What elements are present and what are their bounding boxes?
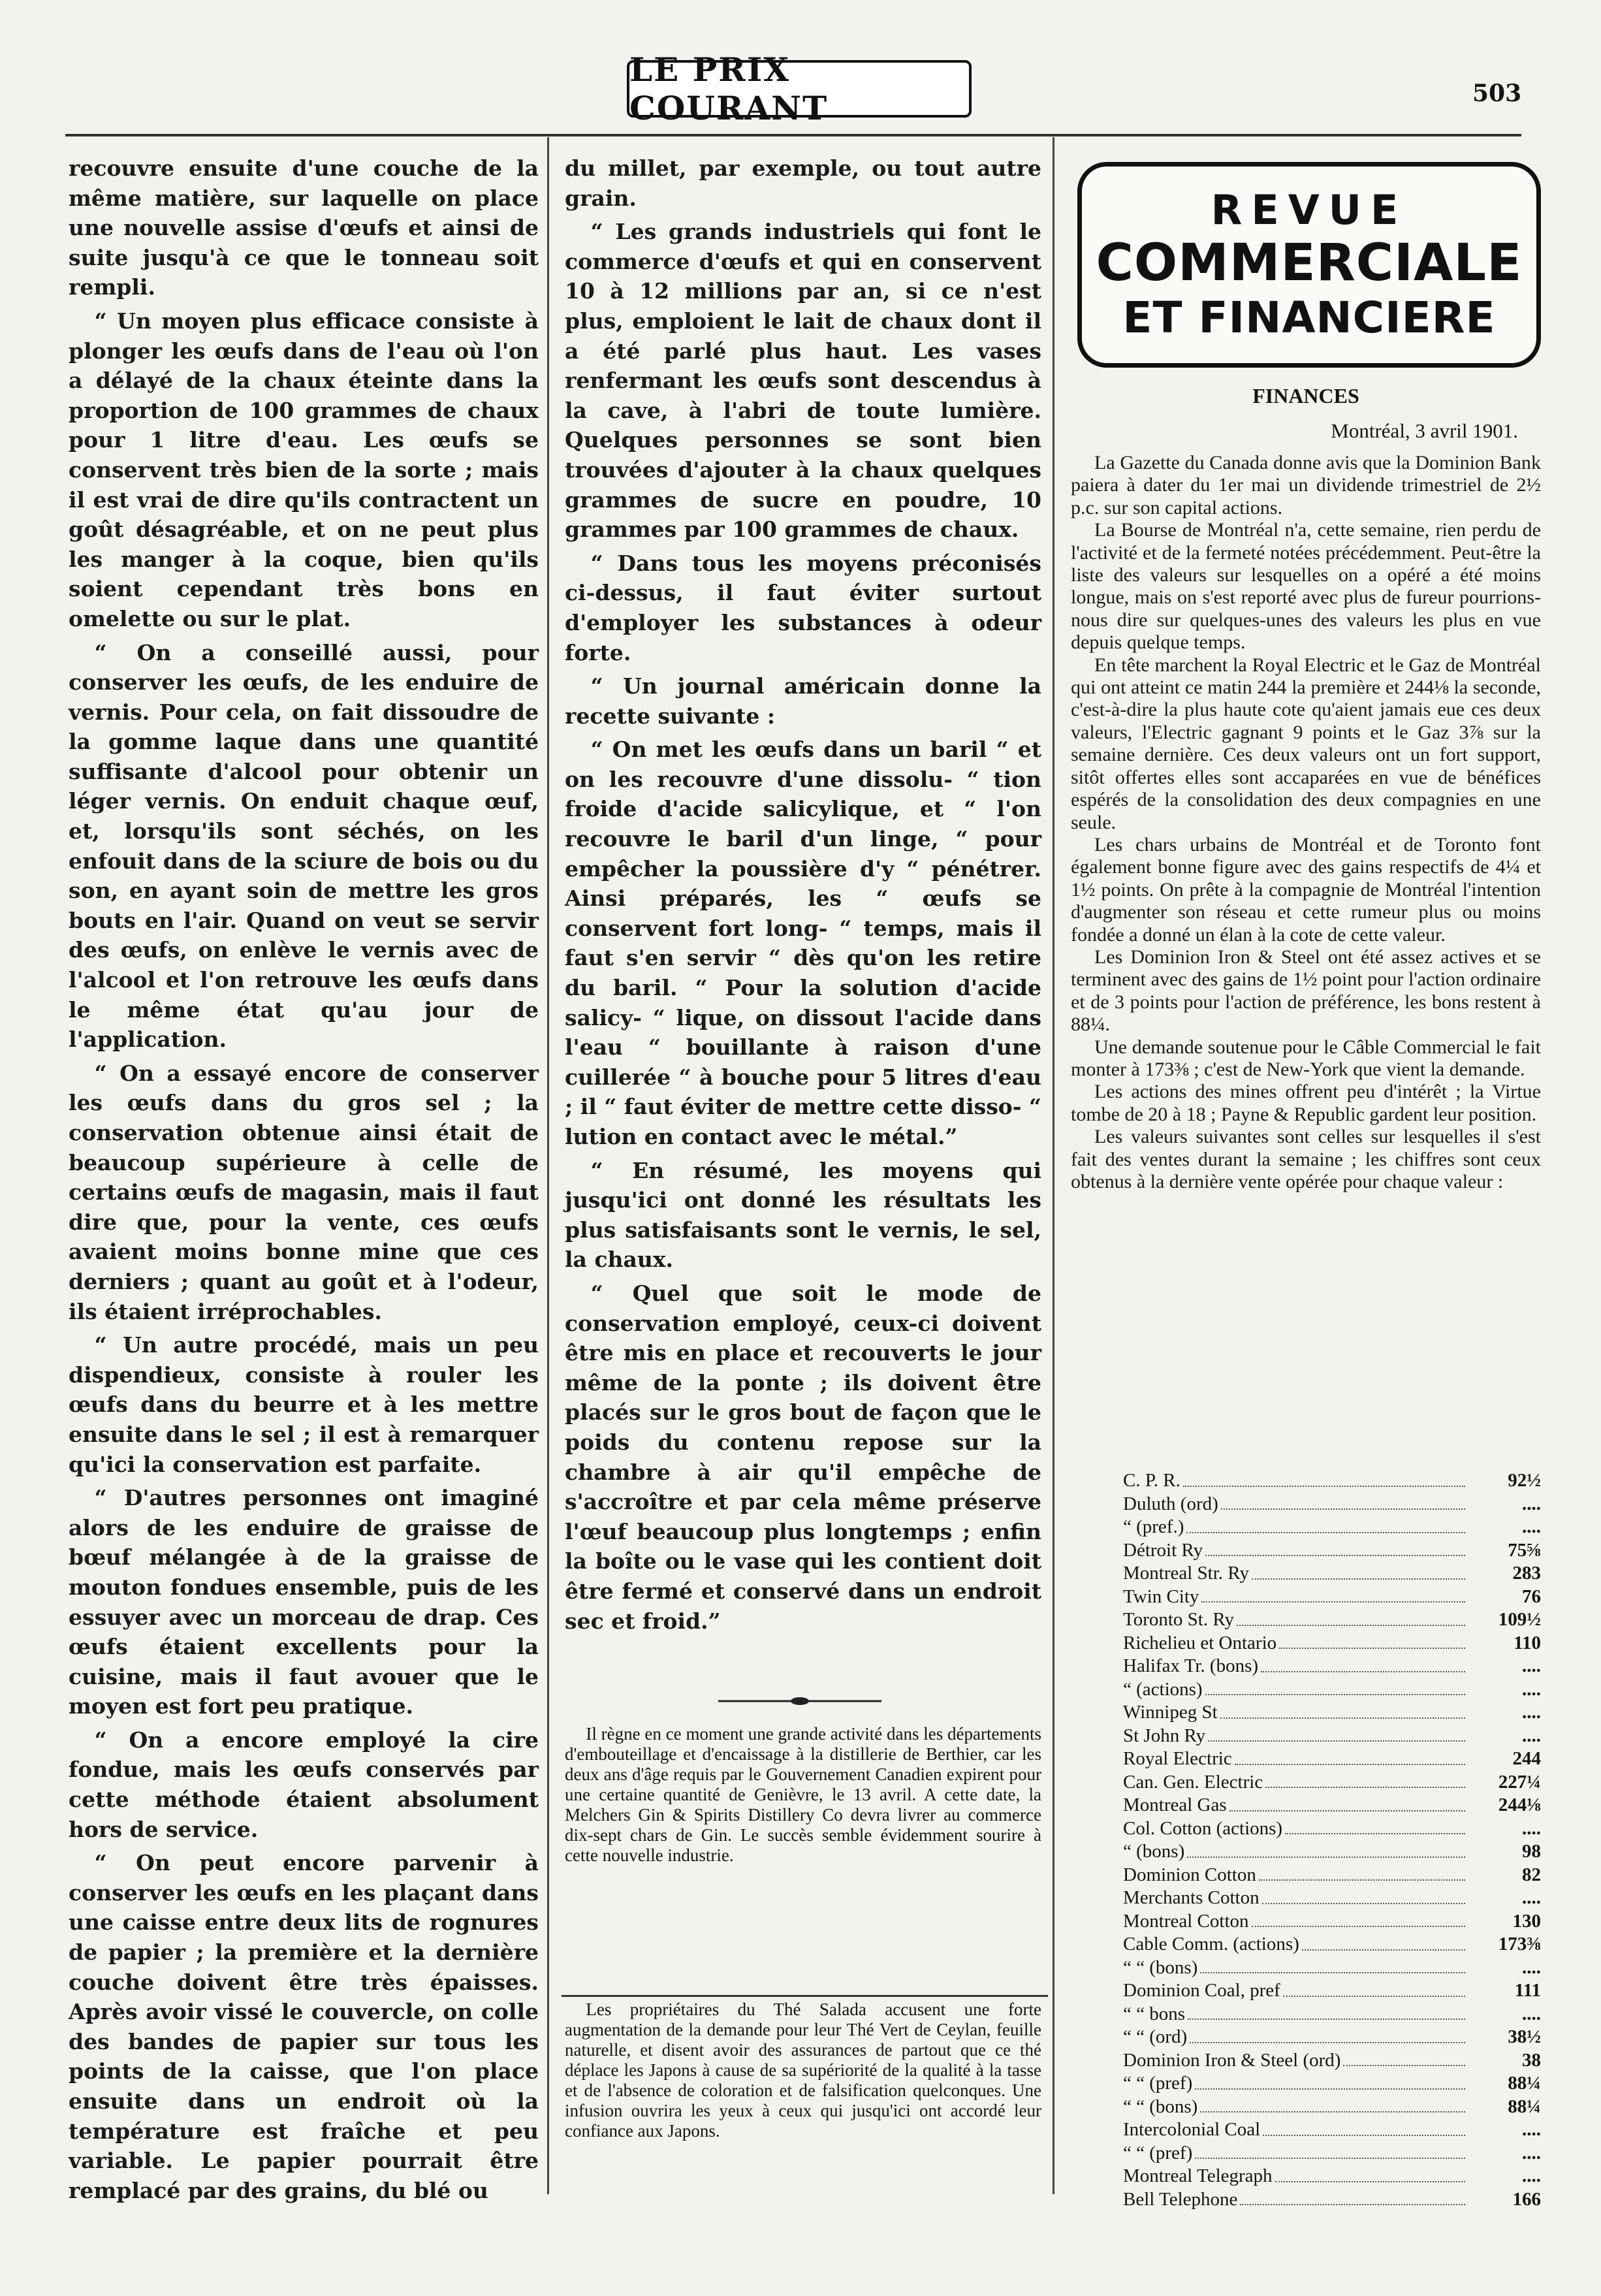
stock-value: ....	[1522, 1702, 1541, 1723]
leader-dots	[1261, 1655, 1465, 1672]
leader-dots	[1275, 2165, 1465, 2182]
leader-dots	[1195, 2142, 1465, 2160]
stock-value: 283	[1512, 1563, 1541, 1584]
stock-row	[1123, 1979, 1541, 2003]
leader-dots	[1265, 1771, 1465, 1789]
stock-value: 88¼	[1508, 2073, 1541, 2094]
revue-title-line1: REVUE	[1211, 185, 1408, 234]
leader-dots	[1302, 1933, 1465, 1951]
stock-name: “ (pref.)	[1123, 1516, 1184, 1537]
stock-name: Toronto St. Ry	[1123, 1609, 1235, 1630]
stock-name: “ “ (pref)	[1123, 2073, 1193, 2094]
stock-row	[1123, 1539, 1541, 1563]
stock-name: “ “ bons	[1123, 2003, 1186, 2024]
stock-row	[1123, 1586, 1541, 1609]
article-paragraph: “ D'autres personnes ont imaginé alors de les enduire de graisse de bœuf mélangée à de la graisse de mouton fondues ensemble, puis de les essuyer avec un morceau de drap. Ces œufs étaient excellents pour la cuisine, mais il faut avouer que le moyen est fort peu pratique.	[69, 1485, 539, 1719]
stock-value: 76	[1522, 1586, 1541, 1607]
stock-value: 38	[1522, 2049, 1541, 2071]
leader-dots	[1252, 1910, 1465, 1928]
revue-title-line2: COMMERCIALE	[1096, 233, 1523, 293]
masthead-logo: LE PRIX COURANT	[627, 60, 972, 118]
stock-value: 173⅜	[1498, 1934, 1541, 1954]
leader-dots	[1195, 2072, 1465, 2090]
article-paragraph: “ Dans tous les moyens préconisés ci-dessus, il faut éviter surtout d'employer les substances à odeur forte.	[565, 550, 1041, 665]
stock-name: St John Ry	[1123, 1725, 1206, 1746]
stock-value: ....	[1522, 2119, 1541, 2140]
stock-value: ....	[1522, 1493, 1541, 1514]
leader-dots	[1235, 1747, 1465, 1765]
stock-value: 244	[1512, 1748, 1541, 1769]
stock-row	[1123, 1655, 1541, 1678]
column-divider-2	[1053, 137, 1054, 2194]
article-column-1	[69, 153, 539, 2205]
leader-dots	[1200, 2096, 1465, 2113]
stock-row	[1123, 1678, 1541, 1702]
stock-row	[1123, 1701, 1541, 1725]
stock-row	[1123, 1956, 1541, 1980]
stock-name: “ “ (pref)	[1123, 2142, 1193, 2163]
stock-name: Détroit Ry	[1123, 1539, 1203, 1561]
header-rule	[65, 134, 1521, 136]
leader-dots	[1186, 1516, 1465, 1533]
stock-name: “ “ (bons)	[1123, 1956, 1198, 1978]
finances-paragraph: Les valeurs suivantes sont celles sur lesquelles il s'est fait des ventes durant la semaine ; les chiffres sont ceux obtenus à la dernière vente opérée pour chaque valeur :	[1071, 1126, 1541, 1192]
notice-berthier: Il règne en ce moment une grande activité dans les départements d'embouteillage et d'encaissage à la distillerie de Berthier, car les deux ans d'âge requis par le Gouvernement Canadien expirent pour une certaine quantité de Genièvre, le 13 avril. A cette date, la Melchers Gin & Spirits Distillery Co devra livrer au commerce dix-sept chars de Gin. Le succès semble évidemment sourire à cette nouvelle industrie.	[565, 1724, 1041, 1865]
stock-name: Montreal Cotton	[1123, 1910, 1249, 1932]
stock-value: ....	[1522, 1678, 1541, 1700]
stock-name: Winnipeg St	[1123, 1702, 1218, 1723]
stock-row	[1123, 1840, 1541, 1864]
article-column-2	[565, 153, 1041, 1636]
stock-row	[1123, 1817, 1541, 1841]
finances-paragraph: La Bourse de Montréal n'a, cette semaine, rien perdu de l'activité et de la fermeté notées précédemment. Peut-être la liste des valeurs sur lesquelles on a opéré a été moins longue, mais on s'est reporté avec plus de fureur pourrions-nous dire sur quelques-unes des valeurs les plus en vue depuis quelque temps.	[1071, 519, 1541, 654]
stock-quotes-table	[1123, 1469, 1541, 2211]
finances-paragraph: Les actions des mines offrent peu d'intérêt ; la Virtue tombe de 20 à 18 ; Payne & Republic gardent leur position.	[1071, 1081, 1541, 1125]
stock-value: ....	[1522, 1725, 1541, 1746]
stock-name: Montreal Str. Ry	[1123, 1563, 1249, 1584]
page-number: 503	[1472, 80, 1522, 107]
stock-name: Montreal Telegraph	[1123, 2165, 1273, 2186]
finances-paragraph: Les Dominion Iron & Steel ont été assez actives et se terminent avec des gains de 1½ point pour l'action ordinaire et de 3 points pour l'action de préférence, les bons restent à 88¼.	[1071, 946, 1541, 1036]
stock-name: C. P. R.	[1123, 1470, 1181, 1491]
leader-dots	[1187, 1840, 1465, 1858]
leader-dots	[1240, 2188, 1465, 2206]
stock-value: 92½	[1508, 1470, 1541, 1491]
stock-name: Twin City	[1123, 1586, 1199, 1607]
stock-value: ....	[1522, 1817, 1541, 1839]
article-paragraph: “ Quel que soit le mode de conservation employé, ceux-ci doivent être mis en place et recouverts le jour même de la ponte ; ils doivent être placés sur le gros bout de façon que le poids du contenu repose sur la chambre à air qu'il empêche de s'accroître et par cela même préserve l'œuf beaucoup plus longtemps ; enfin la boîte ou le vase qui les contient doit être fermé et conservé dans un endroit sec et froid.”	[565, 1280, 1041, 1634]
stock-value: ....	[1522, 1655, 1541, 1676]
stock-value: 109½	[1498, 1609, 1541, 1630]
finances-heading: FINANCES	[1252, 384, 1359, 407]
leader-dots	[1229, 1794, 1465, 1811]
stock-value: 75⅝	[1508, 1539, 1541, 1561]
stock-value: ....	[1522, 2003, 1541, 2024]
stock-value: ....	[1522, 1516, 1541, 1537]
finances-report	[1071, 452, 1541, 1193]
stock-row	[1123, 1887, 1541, 1910]
stock-name: Can. Gen. Electric	[1123, 1771, 1263, 1793]
article-paragraph: “ On met les œufs dans un baril “ et on les recouvre d'une dissolu- “ tion froide d'acide salicylique, et “ l'on recouvre le baril d'un linge, “ pour empêcher la poussière d'y “ pénétrer. Ainsi préparés, les “ œufs se conservent fort long- “ temps, mais il faut s'en servir “ dès qu'on les retire du baril. “ Pour la solution d'acide salicy- “ lique, on dissout l'acide dans l'eau “ bouillante à raison d'une cuillerée “ à bouche pour 5 litres d'eau ; il “ faut éviter de mettre cette disso- “ lution en contact avec le métal.”	[565, 737, 1041, 1149]
stock-value: 227¼	[1498, 1771, 1541, 1793]
leader-dots	[1283, 1979, 1465, 1997]
leader-dots	[1190, 2026, 1465, 2043]
stock-name: “ “ (bons)	[1123, 2096, 1198, 2117]
stock-value: 110	[1514, 1632, 1541, 1653]
stock-row	[1123, 2165, 1541, 2188]
article-paragraph: “ Un autre procédé, mais un peu dispendieux, consiste à rouler les œufs dans du beurre et à les mettre ensuite dans le sel ; il est à remarquer qu'ici la conservation est parfaite.	[69, 1332, 539, 1477]
article-paragraph: recouvre ensuite d'une couche de la même matière, sur laquelle on place une nouvelle assise d'œufs et ainsi de suite jusqu'à ce que le tonneau soit rempli.	[69, 155, 539, 300]
article-paragraph: “ On peut encore parvenir à conserver les œufs en les plaçant dans une caisse entre deux lits de rognures de papier ; la première et la dernière couche doivent être très épaisses. Après avoir vissé le couvercle, on colle des bandes de papier sur tous les points de la caisse, que l'on place ensuite dans un endroit où la température est fraîche et peu variable. Le papier pourrait être remplacé par des grains, du blé ou	[69, 1850, 539, 2203]
stock-name: Halifax Tr. (bons)	[1123, 1655, 1259, 1676]
stock-row	[1123, 1747, 1541, 1771]
stock-value: 88¼	[1508, 2096, 1541, 2117]
stock-row	[1123, 1794, 1541, 1817]
stock-row	[1123, 1493, 1541, 1516]
article-paragraph: “ Un moyen plus efficace consiste à plonger les œufs dans de l'eau où l'on a délayé de la chaux éteinte dans la proportion de 100 grammes de chaux pour 1 litre d'eau. Les œufs se conservent très bien de la sorte ; mais il est vrai de dire qu'ils contractent un goût désagréable, et on ne peut plus les manger à la coque, bien qu'ils soient cependant très bons en omelette ou sur le plat.	[69, 308, 539, 631]
stock-name: Dominion Coal, pref	[1123, 1980, 1280, 2001]
stock-name: Cable Comm. (actions)	[1123, 1934, 1299, 1954]
stock-row	[1123, 1910, 1541, 1934]
leader-dots	[1205, 1678, 1465, 1696]
stock-value: 98	[1522, 1841, 1541, 1862]
stock-value: 38½	[1508, 2026, 1541, 2047]
stock-row	[1123, 1725, 1541, 1748]
leader-dots	[1252, 1562, 1465, 1580]
stock-value: 111	[1514, 1980, 1541, 2001]
leader-dots	[1285, 1817, 1465, 1835]
finances-paragraph: Les chars urbains de Montréal et de Toronto font également bonne figure avec des gains respectifs de 4¼ et 1½ points. On prête à la compagnie de Montréal l'intention d'augmenter son réseau et cette rumeur plus ou moins fondée a donné un élan à la cote de cette valeur.	[1071, 833, 1541, 946]
stock-value: 244⅛	[1498, 1794, 1541, 1815]
stock-name: Royal Electric	[1123, 1748, 1232, 1769]
stock-row	[1123, 2142, 1541, 2165]
stock-row	[1123, 2096, 1541, 2119]
stock-value: ....	[1522, 2165, 1541, 2186]
stock-row	[1123, 2049, 1541, 2073]
stock-row	[1123, 1469, 1541, 1493]
stock-row	[1123, 1933, 1541, 1956]
article-paragraph: “ On a conseillé aussi, pour conserver les œufs, de les enduire de vernis. Pour cela, on fait dissoudre de la gomme laque dans une quantité suffisante d'alcool pour obtenir un léger vernis. On enduit chaque œuf, et, lorsqu'ils sont séchés, on les enfouit dans de la sciure de bois ou du son, en ayant soin de mettre les gros bouts en l'air. Quand on veut se servir des œufs, on enlève le vernis avec de l'alcool et l'on retrouve les œufs dans le même état qu'au jour de l'application.	[69, 639, 539, 1053]
finances-paragraph: Une demande soutenue pour le Câble Commercial le fait monter à 173⅜ ; c'est de New-York que vient la demande.	[1071, 1036, 1541, 1080]
revue-title-line3: ET FINANCIERE	[1122, 292, 1496, 343]
stock-name: Col. Cotton (actions)	[1123, 1817, 1283, 1839]
article-paragraph: du millet, par exemple, ou tout autre grain.	[565, 155, 1041, 211]
stock-name: “ “ (ord)	[1123, 2026, 1188, 2047]
article-paragraph: “ En résumé, les moyens qui jusqu'ici ont donné les résultats les plus satisfaisants sont le vernis, le sel, la chaux.	[565, 1157, 1041, 1273]
revue-commerciale-banner	[1077, 162, 1541, 368]
leader-dots	[1279, 1632, 1465, 1650]
notice-separator	[562, 1995, 1048, 1997]
stock-row	[1123, 2188, 1541, 2212]
leader-dots	[1183, 1469, 1465, 1487]
stock-row	[1123, 1608, 1541, 1632]
leader-dots	[1237, 1608, 1465, 1626]
finances-paragraph: En tête marchent la Royal Electric et le Gaz de Montréal qui ont atteint ce matin 244 la première et 244⅛ la seconde, c'est-à-dire la plus haute cote qu'aient jamais eue ces deux valeurs, l'Electric gagnant 9 points et le Gaz 3⅞ sur la semaine dernière. Ces deux valeurs ont un fort support, sitôt offertes elles sont accaparées en vue de bénéfices espérés de la consolidation des deux compagnies en une seule.	[1071, 654, 1541, 833]
stock-value: 82	[1522, 1864, 1541, 1885]
stock-value: 130	[1512, 1910, 1541, 1932]
article-paragraph: “ On a essayé encore de conserver les œufs dans du gros sel ; la conservation obtenue ainsi était de beaucoup supérieure à celle de certains œufs de magasin, mais il faut dire que, pour la vente, ces œufs avaient moins bonne mine que ces derniers ; quant au goût et à l'odeur, ils étaient irréprochables.	[69, 1060, 539, 1324]
finances-paragraph: La Gazette du Canada donne avis que la Dominion Bank paiera à dater du 1er mai un dividende trimestriel de 2½ p.c. sur son capital actions.	[1071, 452, 1541, 518]
stock-name: Bell Telephone	[1123, 2188, 1238, 2210]
leader-dots	[1200, 1956, 1465, 1974]
stock-name: Dominion Cotton	[1123, 1864, 1256, 1885]
leader-dots	[1343, 2049, 1465, 2067]
stock-name: “ (bons)	[1123, 1841, 1185, 1862]
leader-dots	[1221, 1493, 1465, 1510]
stock-row	[1123, 1864, 1541, 1887]
leader-dots	[1188, 2003, 1465, 2020]
article-paragraph: “ Un journal américain donne la recette suivante :	[565, 673, 1041, 729]
stock-name: Richelieu et Ontario	[1123, 1632, 1277, 1653]
leader-dots	[1262, 1887, 1465, 1904]
ornament-divider-icon	[718, 1697, 881, 1706]
leader-dots	[1205, 1539, 1465, 1557]
stock-row	[1123, 2118, 1541, 2142]
stock-value: 166	[1512, 2188, 1541, 2210]
stock-row	[1123, 1562, 1541, 1586]
stock-value: ....	[1522, 2142, 1541, 2163]
stock-row	[1123, 2003, 1541, 2026]
article-paragraph: “ On a encore employé la cire fondue, mais les œufs conservés par cette méthode étaient absolument hors de service.	[69, 1727, 539, 1842]
finances-dateline: Montréal, 3 avril 1901.	[1331, 419, 1518, 442]
leader-dots	[1220, 1701, 1465, 1719]
stock-name: Dominion Iron & Steel (ord)	[1123, 2049, 1341, 2071]
article-paragraph: “ Les grands industriels qui font le commerce d'œufs et qui en conservent 10 à 12 millions par an, si ce n'est plus, emploient le lait de chaux dont il a été parlé plus haut. Les vases renfermant les œufs sont descendus à la cave, à l'abri de toute lumière. Quelques personnes se sont bien trouvées d'ajouter à la chaux quelques grammes de sucre en poudre, 10 grammes par 100 grammes de chaux.	[565, 219, 1041, 543]
stock-value: ....	[1522, 1956, 1541, 1978]
stock-name: Intercolonial Coal	[1123, 2119, 1261, 2140]
leader-dots	[1263, 2118, 1465, 2136]
notice-salada: Les propriétaires du Thé Salada accusent une forte augmentation de la demande pour leur Thé Vert de Ceylan, feuille naturelle, et disent avoir des assurances de partout que ce thé déplace les Japons à cause de sa supériorité de la qualité à la tasse et de l'absence de coloration et de falsification quelconques. Une infusion ouvrira les yeux à ceux qui jusqu'ici ont accordé leur confiance aux Japons.	[565, 2000, 1041, 2141]
stock-row	[1123, 2026, 1541, 2049]
leader-dots	[1208, 1725, 1465, 1742]
leader-dots	[1201, 1586, 1465, 1603]
column-divider-1	[547, 137, 549, 2194]
stock-value: ....	[1522, 1887, 1541, 1908]
stock-row	[1123, 2072, 1541, 2096]
stock-name: “ (actions)	[1123, 1678, 1203, 1700]
leader-dots	[1259, 1864, 1465, 1881]
stock-row	[1123, 1516, 1541, 1539]
stock-name: Duluth (ord)	[1123, 1493, 1218, 1514]
stock-row	[1123, 1632, 1541, 1655]
stock-name: Montreal Gas	[1123, 1794, 1227, 1815]
stock-name: Merchants Cotton	[1123, 1887, 1260, 1908]
stock-row	[1123, 1771, 1541, 1794]
